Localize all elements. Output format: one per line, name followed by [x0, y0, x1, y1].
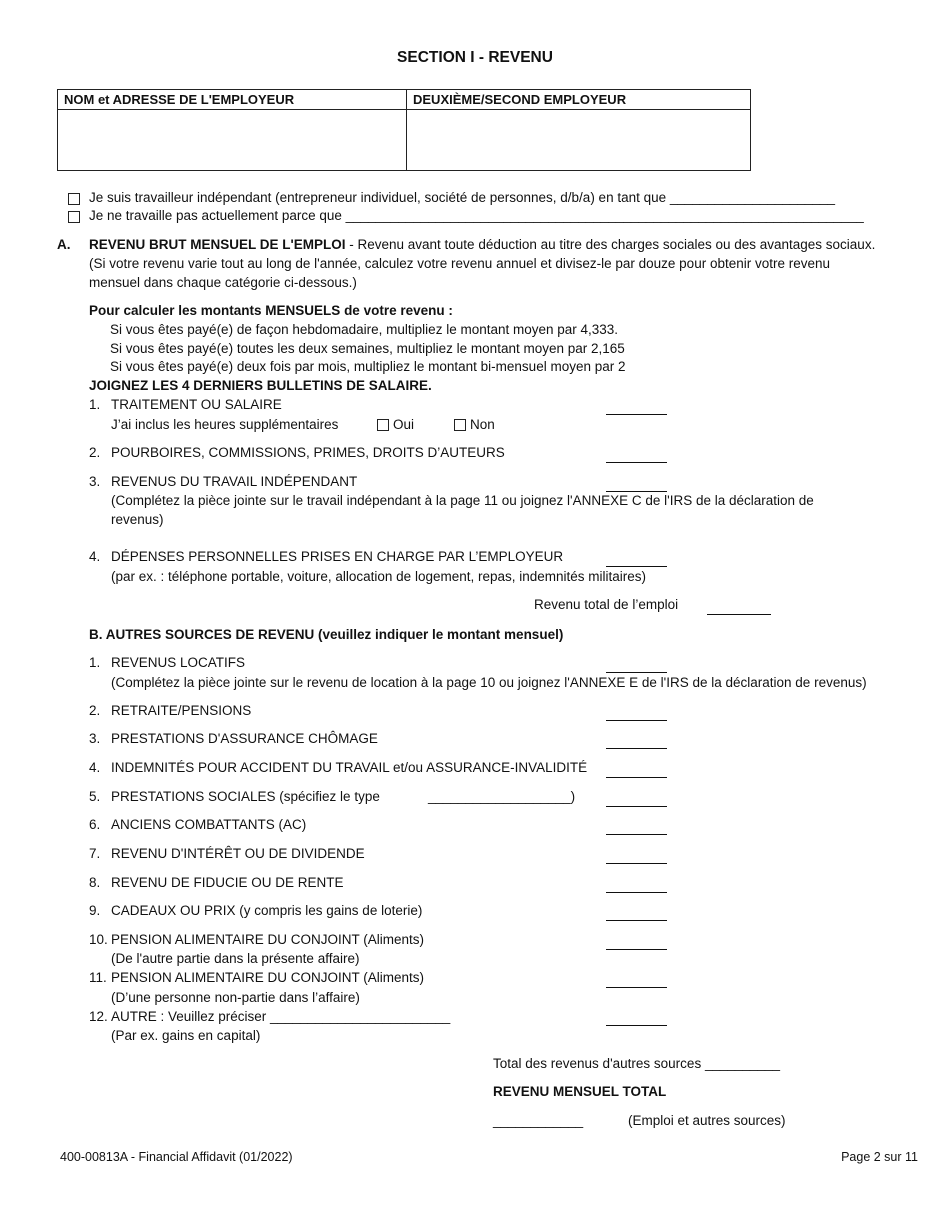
employment-total-label: Revenu total de l’emploi — [534, 597, 679, 612]
item-number: 12. — [89, 1009, 108, 1024]
part-a-letter: A. — [57, 237, 71, 252]
part-a-heading: REVENU BRUT MENSUEL DE L'EMPLOI — [89, 237, 346, 252]
tips-amount-field[interactable] — [606, 462, 667, 463]
not-working-label: Je ne travaille pas actuellement parce que _____________________________________________________________________ — [89, 208, 864, 223]
veterans-amount-field[interactable] — [606, 834, 667, 835]
item-number: 5. — [89, 789, 101, 804]
other-income-amount-field[interactable] — [606, 1025, 667, 1026]
self-employment-note: (Complétez la pièce jointe sur le travail indépendant à la page 11 ou joignez l'ANNEXE C de l'IRS de la déclaration de — [111, 493, 814, 508]
part-a-intro-line2: (Si votre revenu varie tout au long de l'année, calculez votre revenu annuel et divisez-le par douze pour obtenir votre revenu — [89, 256, 831, 271]
monthly-total-heading: REVENU MENSUEL TOTAL — [493, 1084, 667, 1099]
veterans-label: ANCIENS COMBATTANTS (AC) — [111, 817, 307, 832]
overtime-no-label: Non — [470, 417, 495, 432]
item-number: 1. — [89, 397, 101, 412]
gifts-prizes-label: CADEAUX OU PRIX (y compris les gains de loterie) — [111, 903, 423, 918]
rental-income-label: REVENUS LOCATIFS — [111, 655, 246, 670]
calc-line-weekly: Si vous êtes payé(e) de façon hebdomadaire, multipliez le montant moyen par 4,333. — [110, 322, 619, 337]
self-employed-checkbox[interactable] — [68, 193, 80, 205]
interest-dividend-label: REVENU D'INTÉRÊT OU DE DIVIDENDE — [111, 846, 365, 861]
social-benefits-amount-field[interactable] — [606, 806, 667, 807]
second-employer-field[interactable] — [407, 110, 751, 171]
employer-expenses-amount-field[interactable] — [606, 566, 667, 567]
salary-label: TRAITEMENT OU SALAIRE — [111, 397, 282, 412]
overtime-yes-checkbox[interactable] — [377, 419, 389, 431]
salary-amount-field[interactable] — [606, 414, 667, 415]
item-number: 9. — [89, 903, 101, 918]
item-number: 8. — [89, 875, 101, 890]
employer-column-header: NOM et ADRESSE DE L'EMPLOYEUR — [58, 90, 407, 110]
other-sources-total: Total des revenus d'autres sources __________ — [493, 1056, 781, 1071]
spousal-support-label: PENSION ALIMENTAIRE DU CONJOINT (Aliments) — [111, 932, 425, 947]
calc-line-semimonthly: Si vous êtes payé(e) deux fois par mois, multipliez le montant bi-mensuel moyen par 2 — [110, 359, 626, 374]
spousal-support-nonparty-amount-field[interactable] — [606, 987, 667, 988]
employer-paid-expenses-label: DÉPENSES PERSONNELLES PRISES EN CHARGE PAR L’EMPLOYEUR — [111, 549, 564, 564]
calc-heading: Pour calculer les montants MENSUELS de votre revenu : — [89, 303, 453, 318]
page-number: Page 2 sur 11 — [841, 1150, 918, 1164]
unemployment-label: PRESTATIONS D'ASSURANCE CHÔMAGE — [111, 731, 378, 746]
part-a-intro — [89, 237, 875, 252]
social-benefits-type-field[interactable]: ___________________) — [428, 789, 576, 804]
rental-income-note: (Complétez la pièce jointe sur le revenu de location à la page 10 ou joignez l'ANNEXE E de l'IRS de la déclaration de revenus) — [111, 675, 867, 690]
other-income-note: (Par ex. gains en capital) — [111, 1028, 261, 1043]
not-working-checkbox[interactable] — [68, 211, 80, 223]
overtime-no-checkbox[interactable] — [454, 419, 466, 431]
item-number: 1. — [89, 655, 101, 670]
spousal-support-nonparty-label: PENSION ALIMENTAIRE DU CONJOINT (Aliments) — [111, 970, 425, 985]
self-employed-label: Je suis travailleur indépendant (entrepreneur individuel, société de personnes, d/b/a) en tant que ______________________ — [89, 190, 836, 205]
part-a-intro-line3: mensuel dans chaque catégorie ci-dessous.) — [89, 275, 357, 290]
item-number: 6. — [89, 817, 101, 832]
spousal-support-note: (De l'autre partie dans la présente affaire) — [111, 951, 360, 966]
page-title: SECTION I - REVENU — [397, 49, 553, 66]
pensions-label: RETRAITE/PENSIONS — [111, 703, 252, 718]
disability-amount-field[interactable] — [606, 777, 667, 778]
tips-commissions-label: POURBOIRES, COMMISSIONS, PRIMES, DROITS D’AUTEURS — [111, 445, 505, 460]
trust-annuity-amount-field[interactable] — [606, 892, 667, 893]
item-number: 3. — [89, 474, 101, 489]
calc-line-biweekly: Si vous êtes payé(e) toutes les deux semaines, multipliez le montant moyen par 2,165 — [110, 341, 625, 356]
item-number: 2. — [89, 703, 101, 718]
self-employment-amount-field[interactable] — [606, 491, 667, 492]
form-id: 400-00813A - Financial Affidavit (01/2022) — [60, 1150, 293, 1164]
monthly-total-field[interactable]: ____________ — [493, 1113, 584, 1128]
item-number: 11. — [89, 970, 107, 985]
self-employment-note-cont: revenus) — [111, 512, 164, 527]
interest-dividend-amount-field[interactable] — [606, 863, 667, 864]
pensions-amount-field[interactable] — [606, 720, 667, 721]
part-a-intro-line1: - Revenu avant toute déduction au titre des charges sociales ou des avantages sociaux. — [345, 237, 876, 252]
overtime-label: J’ai inclus les heures supplémentaires — [111, 417, 339, 432]
attach-pay-stubs-note: JOIGNEZ LES 4 DERNIERS BULLETINS DE SALAIRE. — [89, 378, 432, 393]
gifts-prizes-amount-field[interactable] — [606, 920, 667, 921]
item-number: 2. — [89, 445, 101, 460]
spousal-support-nonparty-note: (D’une personne non-partie dans l’affaire) — [111, 990, 360, 1005]
second-employer-column-header: DEUXIÈME/SECOND EMPLOYEUR — [407, 90, 751, 110]
employer-table — [57, 89, 751, 171]
monthly-total-note: (Emploi et autres sources) — [628, 1113, 786, 1128]
employment-total-field[interactable] — [707, 614, 771, 615]
unemployment-amount-field[interactable] — [606, 748, 667, 749]
item-number: 4. — [89, 760, 101, 775]
overtime-yes-label: Oui — [393, 417, 415, 432]
item-number: 3. — [89, 731, 101, 746]
social-benefits-label: PRESTATIONS SOCIALES (spécifiez le type — [111, 789, 380, 804]
spousal-support-amount-field[interactable] — [606, 949, 667, 950]
trust-annuity-label: REVENU DE FIDUCIE OU DE RENTE — [111, 875, 344, 890]
self-employment-income-label: REVENUS DU TRAVAIL INDÉPENDANT — [111, 474, 358, 489]
item-number: 7. — [89, 846, 101, 861]
employer-name-address-field[interactable] — [58, 110, 407, 171]
disability-label: INDEMNITÉS POUR ACCIDENT DU TRAVAIL et/ou ASSURANCE-INVALIDITÉ — [111, 760, 588, 775]
part-b-heading: B. AUTRES SOURCES DE REVENU (veuillez indiquer le montant mensuel) — [89, 627, 564, 642]
rental-income-amount-field[interactable] — [606, 672, 667, 673]
employer-expenses-note: (par ex. : téléphone portable, voiture, allocation de logement, repas, indemnités militaires) — [111, 569, 647, 584]
item-number: 4. — [89, 549, 101, 564]
other-income-label: AUTRE : Veuillez préciser ________________________ — [111, 1009, 451, 1024]
item-number: 10. — [89, 932, 108, 947]
